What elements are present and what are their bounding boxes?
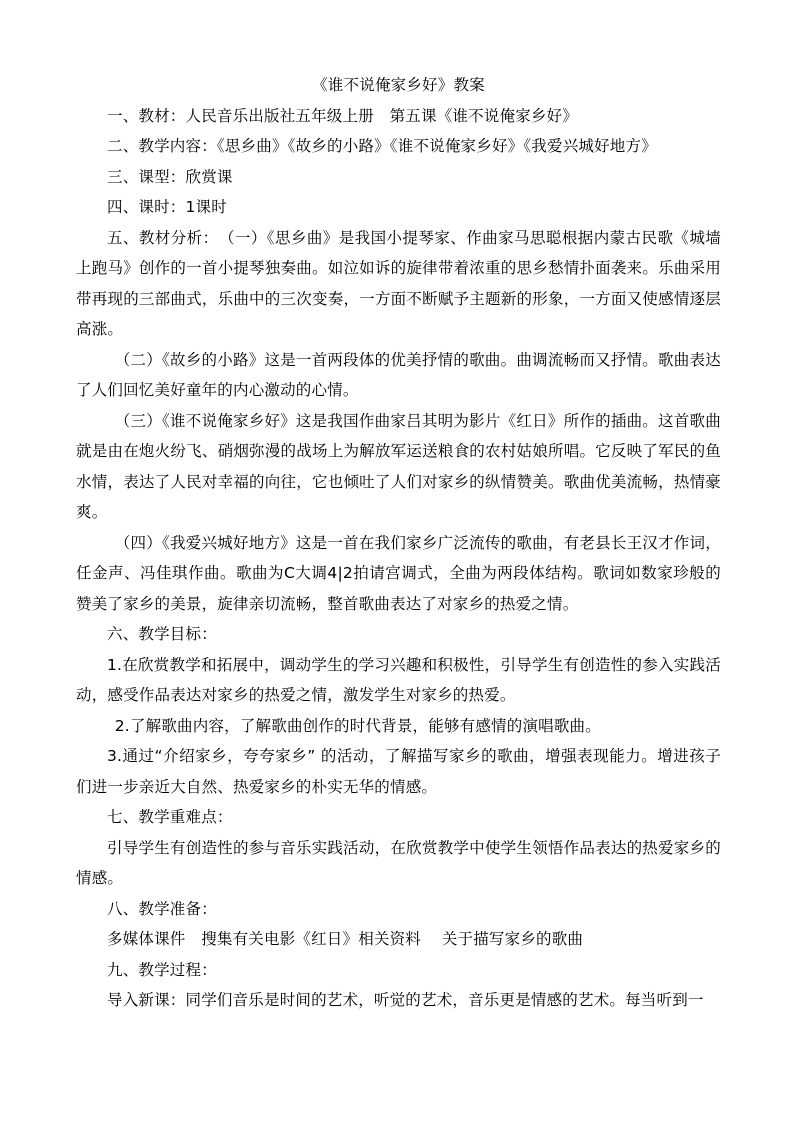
analysis-item-4: （四）《我爱兴城好地方》这是一首在我们家乡广泛流传的歌曲，有老县长王汉才作词，任金声、冯佳琪作曲。歌曲为C大调4|2拍请宫调式，全曲为两段体结构。歌词如数家珍般的赞美了家乡的美景，旋律亲切流畅，整首歌曲表达了对家乡的热爱之情。 — [76, 533, 721, 613]
section-lesson-type: 三、课型：欣赏课 — [107, 167, 233, 186]
section-teaching-process: 九、教学过程： — [107, 960, 217, 979]
document-title: 《谁不说俺家乡好》教案 — [312, 76, 485, 94]
goal-item-3: 3.通过“介绍家乡，夸夸家乡” 的活动，了解描写家乡的歌曲，增强表现能力。增进孩子们进一步亲近大自然、热爱家乡的朴实无华的情感。 — [76, 747, 721, 796]
analysis-item-3: （三）《谁不说俺家乡好》这是我国作曲家吕其明为影片《红日》所作的插曲。这首歌曲就是由在炮火纷飞、硝烟弥漫的战场上为解放军运送粮食的农村姑娘所唱。它反映了军民的鱼水情，表达了人民对幸福的向往，它也倾吐了人们对家乡的纵情赞美。歌曲优美流畅，热情豪爽。 — [76, 411, 721, 521]
section-teaching-content: 二、教学内容：《思乡曲》《故乡的小路》《谁不说俺家乡好》《我爱兴城好地方》 — [107, 137, 657, 155]
preparation-text: 多媒体课件 搜集有关电影《红日》相关资料 关于描写家乡的歌曲 — [107, 930, 584, 948]
section-key-points: 七、教学重难点： — [107, 808, 233, 826]
section-preparation: 八、教学准备： — [107, 899, 217, 918]
section-teaching-goals: 六、教学目标： — [107, 625, 217, 643]
analysis-item-2: （二）《故乡的小路》这是一首两段体的优美抒情的歌曲。曲调流畅而又抒情。歌曲表达了人们回忆美好童年的内心激动的心情。 — [76, 350, 721, 399]
section-material-analysis: 五、教材分析： （一）《思乡曲》是我国小提琴家、作曲家马思聪根据内蒙古民歌《城墙上跑马》创作的一首小提琴独奏曲。如泣如诉的旋律带着浓重的思乡愁情扑面袭来。乐曲采用带再现的三部曲式，乐曲中的三次变奏，一方面不断赋予主题新的形象，一方面又使感情逐层高涨。 — [76, 228, 721, 338]
goal-item-2: 2.了解歌曲内容，了解歌曲创作的时代背景，能够有感情的演唱歌曲。 — [114, 716, 601, 735]
goal-item-1: 1.在欣赏教学和拓展中，调动学生的学习兴趣和积极性，引导学生有创造性的参入实践活动，感受作品表达对家乡的热爱之情，激发学生对家乡的热爱。 — [76, 655, 721, 704]
document-body — [76, 70, 721, 1016]
section-textbook: 一、教材：人民音乐出版社五年级上册 第五课《谁不说俺家乡好》 — [107, 106, 579, 125]
key-points-text: 引导学生有创造性的参与音乐实践活动，在欣赏教学中使学生领悟作品表达的热爱家乡的情感。 — [76, 838, 721, 887]
section-class-hours: 四、课时：1课时 — [107, 198, 227, 216]
intro-text: 导入新课：同学们音乐是时间的艺术，听觉的艺术，音乐更是情感的艺术。每当听到一 — [107, 991, 704, 1009]
